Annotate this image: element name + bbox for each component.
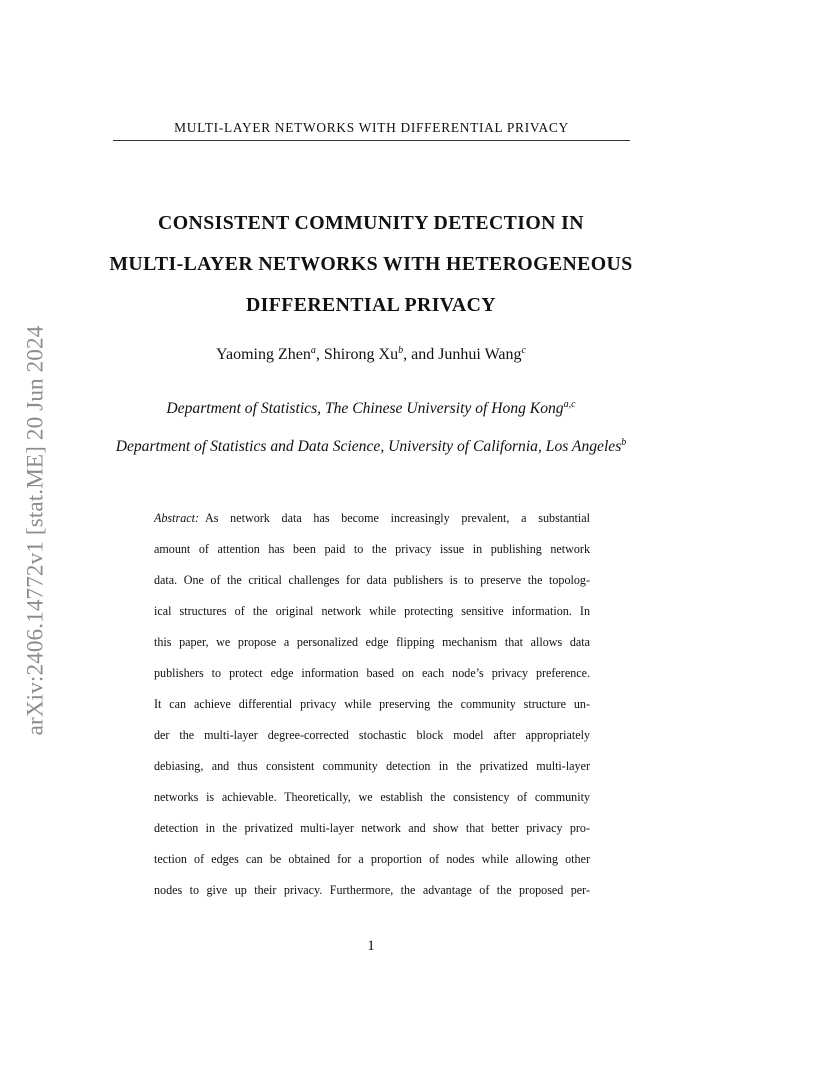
abstract-line: der the multi-layer degree-corrected stochastic block model after appropriately bbox=[154, 728, 590, 742]
abstract-line: amount of attention has been paid to the privacy issue in publishing network bbox=[154, 542, 590, 556]
author-list bbox=[60, 346, 682, 364]
author-affiliation-mark: a bbox=[310, 345, 316, 356]
abstract-line: debiasing, and thus consistent community detection in the privatized multi-layer bbox=[154, 759, 590, 773]
author-name: Junhui Wang bbox=[438, 346, 522, 363]
affiliation bbox=[40, 400, 702, 418]
abstract-line: nodes to give up their privacy. Furthermore, the advantage of the proposed per- bbox=[154, 883, 590, 897]
running-head: MULTI-LAYER NETWORKS WITH DIFFERENTIAL PRIVACY bbox=[113, 120, 630, 141]
arxiv-identifier-text: arXiv:2406.14772v1 [stat.ME] 20 Jun 2024 bbox=[22, 325, 49, 735]
page-number: 1 bbox=[367, 938, 375, 954]
author-separator: , bbox=[315, 346, 324, 363]
title-line: DIFFERENTIAL PRIVACY bbox=[246, 294, 496, 316]
affiliation-mark: b bbox=[621, 437, 627, 448]
title-line: CONSISTENT COMMUNITY DETECTION IN bbox=[158, 212, 584, 234]
abstract-line: ical structures of the original network while protecting sensitive information. In bbox=[154, 604, 590, 618]
author-affiliation-mark: b bbox=[398, 345, 404, 356]
abstract-line: It can achieve differential privacy while preserving the community structure un- bbox=[154, 697, 590, 711]
abstract-line: data. One of the critical challenges for data publishers is to preserve the topolog- bbox=[154, 573, 590, 587]
abstract-line: tection of edges can be obtained for a proportion of nodes while allowing other bbox=[154, 852, 590, 866]
author-name: Shirong Xu bbox=[323, 346, 399, 363]
abstract bbox=[154, 508, 590, 911]
author-separator: , and bbox=[403, 346, 439, 363]
affiliation-text: Department of Statistics, The Chinese University of Hong Kong bbox=[166, 400, 564, 417]
author-affiliation-mark: c bbox=[521, 345, 526, 356]
author-name: Yaoming Zhen bbox=[216, 346, 311, 363]
title-line: MULTI-LAYER NETWORKS WITH HETEROGENEOUS bbox=[109, 253, 633, 275]
affiliation-text: Department of Statistics and Data Science, University of California, Los Angeles bbox=[115, 438, 622, 455]
affiliation-mark: a,c bbox=[563, 399, 576, 410]
abstract-line: networks is achievable. Theoretically, we establish the consistency of community bbox=[154, 790, 590, 804]
abstract-line: detection in the privatized multi-layer network and show that better privacy pro- bbox=[154, 821, 590, 835]
paper-title bbox=[60, 203, 682, 326]
arxiv-identifier-stamp bbox=[12, 285, 60, 775]
abstract-line bbox=[154, 508, 590, 539]
abstract-line: this paper, we propose a personalized edge flipping mechanism that allows data bbox=[154, 635, 590, 649]
affiliation bbox=[40, 438, 702, 456]
abstract-label: Abstract: bbox=[154, 511, 200, 525]
abstract-line-text: As network data has become increasingly prevalent, a substantial bbox=[205, 511, 590, 525]
abstract-line: publishers to protect edge information based on each node’s privacy preference. bbox=[154, 666, 590, 680]
